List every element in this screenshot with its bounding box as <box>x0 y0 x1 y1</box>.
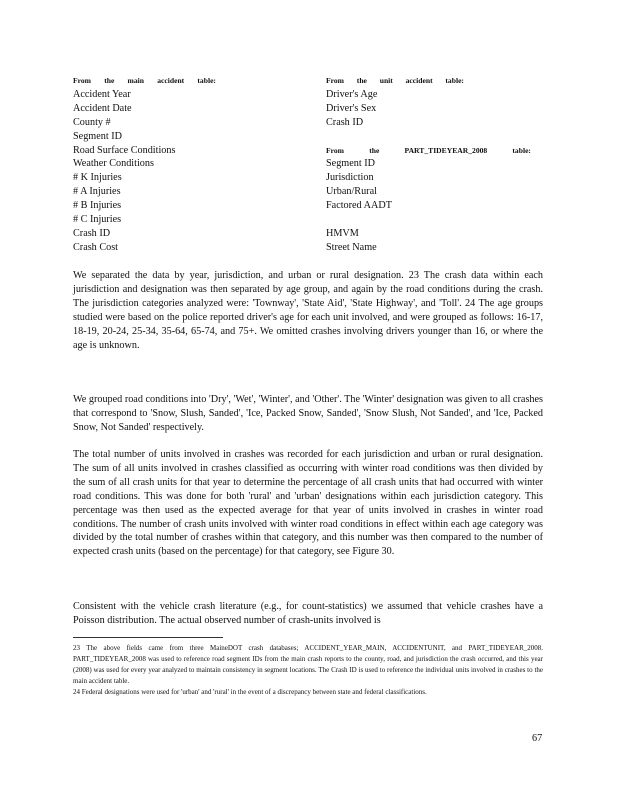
header-word: table: <box>197 76 216 85</box>
header-word: accident <box>405 76 433 85</box>
field-item: Segment ID <box>326 158 375 170</box>
paragraph-jurisdiction: We separated the data by year, jurisdiction, and urban or rural designation. 23 The crash data within each jurisdiction and designation was then separated by age group, and again by the road conditions during the crash. The jurisdiction categories analyzed were: 'Townway', 'State Aid', 'State Highway', and 'Toll'. 24 The age groups studied were based on the police reported driver's age for each unit involved, and were grouped as follows: 16-17, 18-19, 20-24, 25-34, 35-64, 65-74, and 75+. We omitted crashes involving drivers younger than 16, or where the age is unknown. <box>73 270 543 351</box>
header-word: PART_TIDEYEAR_2008 <box>404 145 488 155</box>
header-word: unit <box>379 76 393 85</box>
footnote-divider <box>73 637 223 638</box>
paragraph-road-conditions: We grouped road conditions into 'Dry', 'Wet', 'Winter', and 'Other'. The 'Winter' designation was given to all crashes that correspond to 'Snow, Slush, Sanded', 'Ice, Packed Snow, Sanded', 'Snow Slush, Not Sanded', and 'Ice, Packed Snow, Not Sanded' respectively. <box>73 394 543 433</box>
field-item: Crash ID <box>73 227 111 239</box>
field-item: # K Injuries <box>73 172 122 184</box>
main-accident-header <box>73 74 216 88</box>
footnote-23: 23 The above fields came from three MaineDOT crash databases; ACCIDENT_YEAR_MAIN, ACCIDENTUNIT, and PART_TIDEYEAR_2008. PART_TIDEYEAR_2008 was used to reference road segment IDs from the main crash reports to the county, road, and jurisdiction the crash occurred, and this year (2008) was used for every year analyzed to maintain consistency in segment locations. The Crash ID is used to reference the individual units involved in crashes to the main accident table. <box>73 644 543 685</box>
unit-and-tide-fields <box>326 74 531 255</box>
field-item: Crash ID <box>326 116 364 128</box>
header-word: From <box>326 145 344 155</box>
field-item: Accident Date <box>73 102 132 114</box>
field-item: Jurisdiction <box>326 172 374 184</box>
paragraph-crash-units: The total number of units involved in crashes was recorded for each jurisdiction and urban or rural designation. The sum of all units involved in crashes classified as occurring with winter road conditions was then divided by the sum of all crash units for that year to determine the percentage of all crash units that had occurred with winter road conditions. This was done for both 'rural' and 'urban' designations within each jurisdiction category. This percentage was then used as the expected average for that year of units involved in crashes in winter road conditions. The number of crash units involved with winter road conditions in effect within each age category was divided by the total number of crashes within that category, and this number was then compared to the number of expected crash units (based on the percentage) for that category, see Figure 30. <box>73 449 543 558</box>
unit-accident-header <box>326 74 464 88</box>
header-word: the <box>356 76 367 85</box>
field-item: Urban/Rural <box>326 186 377 198</box>
field-item: Crash Cost <box>73 241 118 253</box>
footnotes <box>73 643 543 698</box>
field-item: # C Injuries <box>73 214 122 226</box>
header-word: main <box>127 76 144 85</box>
field-item: Driver's Sex <box>326 102 377 114</box>
header-word: table: <box>445 76 464 85</box>
field-item: Driver's Age <box>326 88 378 100</box>
field-item: County # <box>73 116 111 128</box>
field-item: Factored AADT <box>326 200 392 212</box>
header-word: From <box>326 76 344 85</box>
field-item: Accident Year <box>73 88 131 100</box>
header-word: table: <box>512 145 531 155</box>
field-item: Weather Conditions <box>73 158 154 170</box>
field-item: Segment ID <box>73 130 122 142</box>
footnote-24: 24 Federal designations were used for 'urban' and 'rural' in the event of a discrepancy between state and federal classifications. <box>73 688 427 696</box>
field-item: # A Injuries <box>73 186 121 198</box>
main-accident-fields <box>73 74 216 255</box>
field-item: Street Name <box>326 241 377 253</box>
header-word: the <box>369 145 380 155</box>
tideyear-header <box>326 144 531 158</box>
field-item: HMVM <box>326 227 359 239</box>
header-word: accident <box>157 76 185 85</box>
page-number: 67 <box>532 733 543 744</box>
header-word: the <box>104 76 115 85</box>
field-item: Road Surface Conditions <box>73 144 176 156</box>
header-word: From <box>73 76 91 85</box>
paragraph-poisson: Consistent with the vehicle crash literature (e.g., for count-statistics) we assumed that vehicle crashes have a Poisson distribution. The actual observed number of crash-units involved is <box>73 601 543 626</box>
field-item: # B Injuries <box>73 200 122 212</box>
